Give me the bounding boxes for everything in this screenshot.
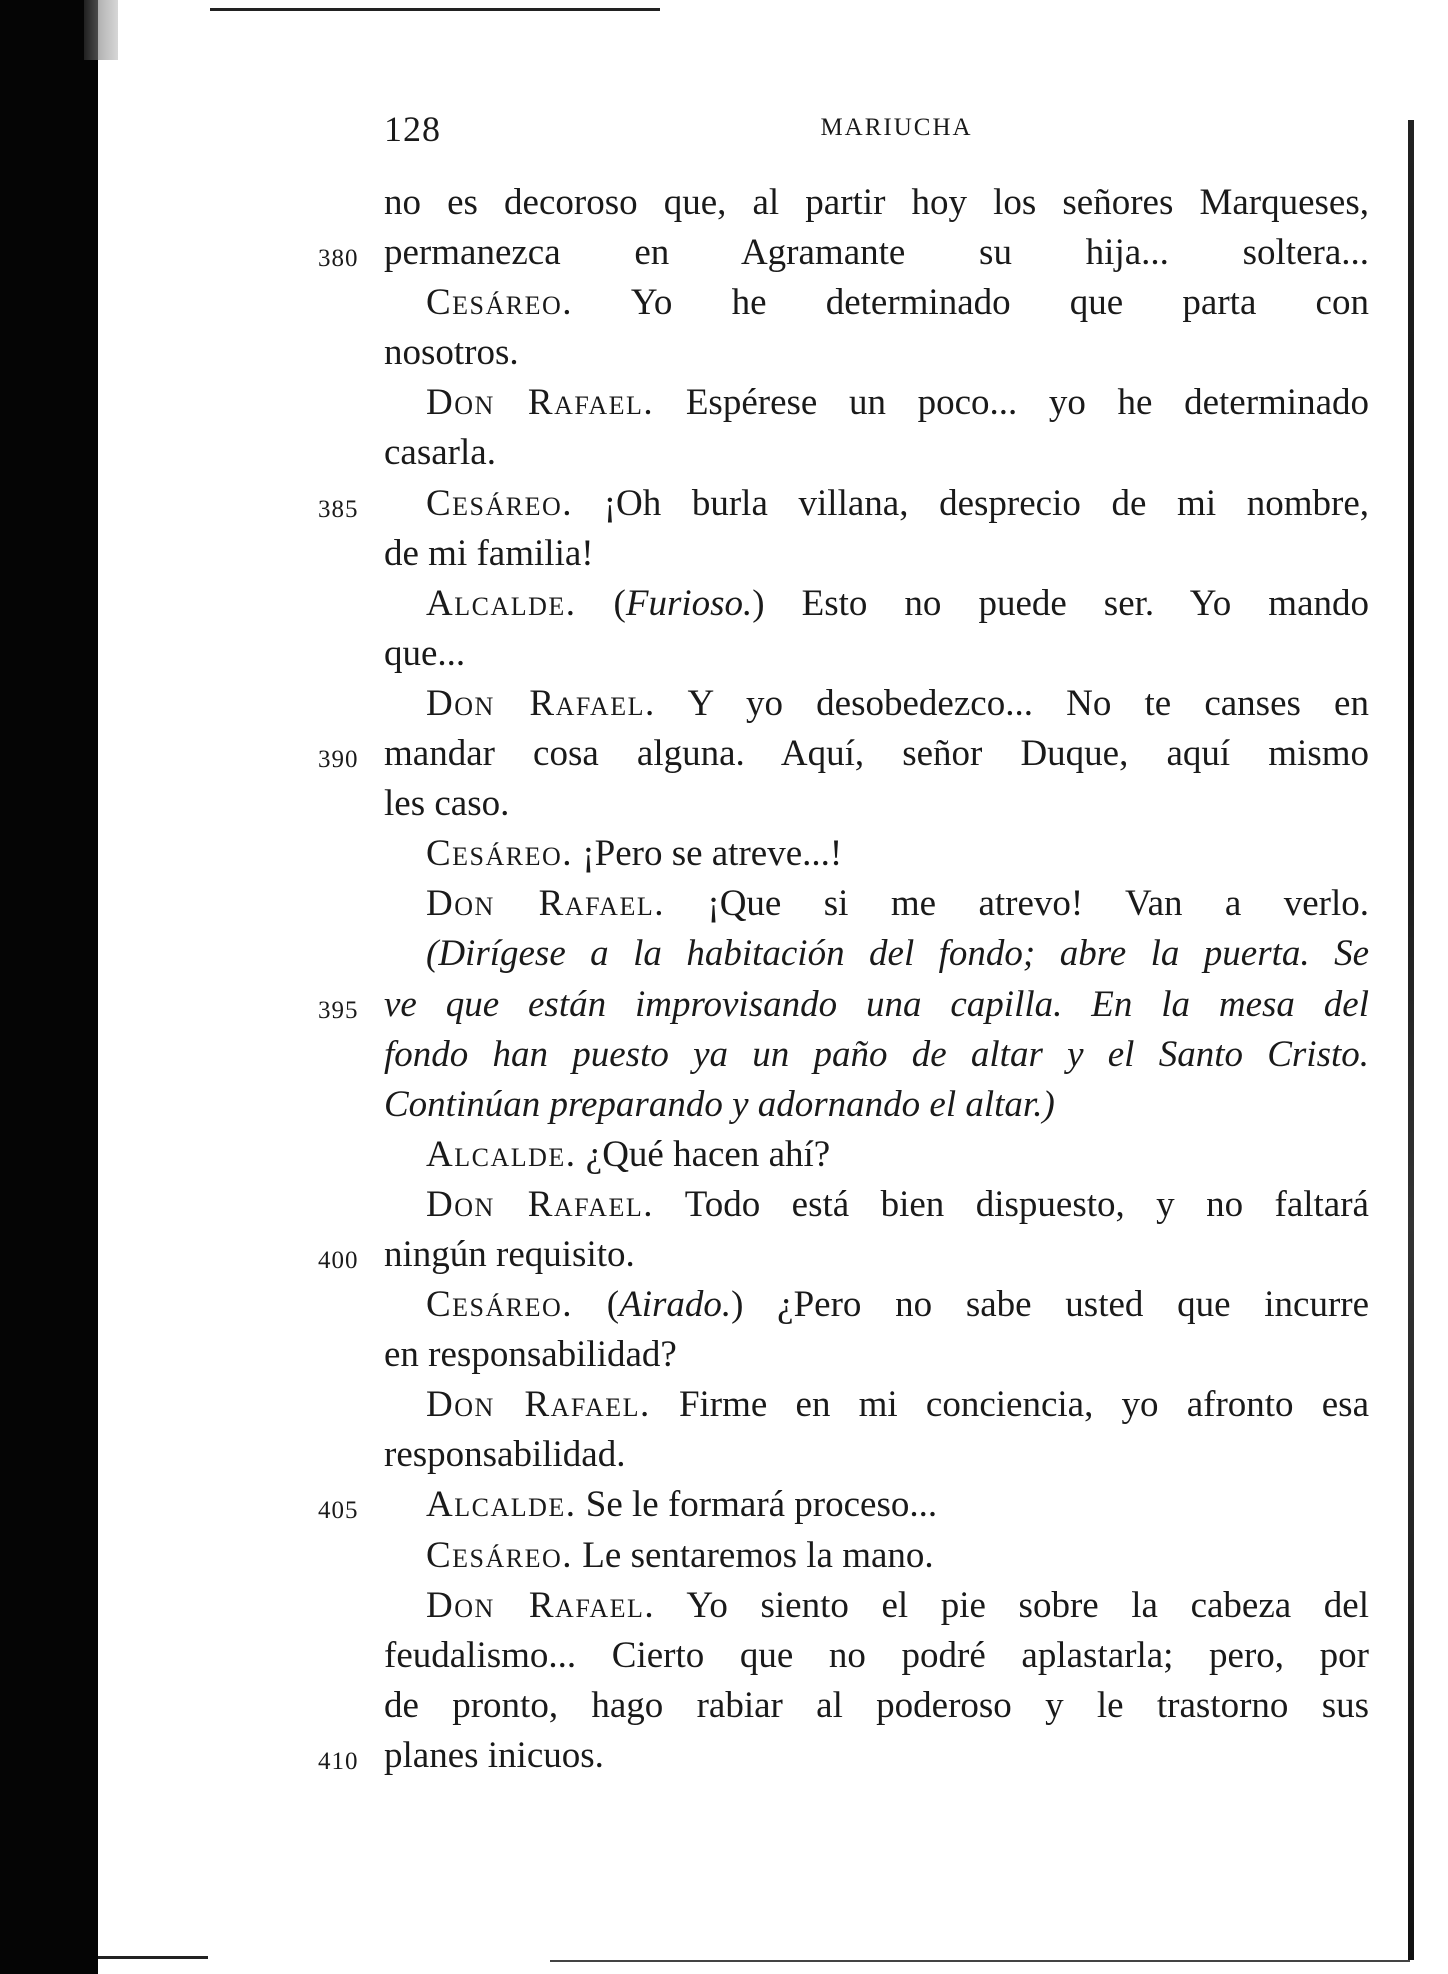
line-number: 385	[318, 495, 359, 523]
line-text: ningún requisito.	[384, 1233, 635, 1275]
text-line	[384, 779, 1369, 829]
page-text	[318, 178, 1370, 1781]
line-text: casarla.	[384, 432, 496, 474]
speaker-name: Alcalde.	[426, 1484, 577, 1526]
text-line	[384, 1030, 1369, 1080]
speaker-name: Don Rafael.	[426, 682, 656, 724]
line-number: 380	[318, 245, 359, 273]
text-line: Cesáreo. (Airado.) ¿Pero no sabe usted que incurre	[426, 1284, 1370, 1326]
stage-direction: Airado.	[619, 1284, 732, 1326]
line-text: ¿Pero no sabe usted que incurre	[777, 1284, 1370, 1326]
text-line	[384, 879, 1369, 929]
text-line	[384, 1080, 1369, 1130]
text-line	[384, 1180, 1369, 1230]
text-line	[384, 679, 1369, 729]
line-text: ¡Que si me atrevo! Van a verlo.	[707, 883, 1369, 925]
text-line	[384, 529, 1369, 579]
line-text: permanezca en Agramante su hija... soltera...	[384, 232, 1369, 274]
stage-direction: Furioso.	[625, 582, 753, 624]
line-text: ¡Pero se atreve...!	[582, 833, 843, 875]
page-number: 128	[384, 109, 441, 149]
text-line	[384, 278, 1369, 328]
text-line	[318, 1230, 1369, 1280]
line-text: de pronto, hago rabiar al poderoso y le trastorno sus	[384, 1684, 1369, 1726]
line-number: 410	[318, 1747, 359, 1775]
line-text: Yo he determinado que parta con	[630, 282, 1369, 324]
speaker-name: Cesáreo.	[426, 1534, 574, 1576]
speaker-name: Cesáreo.	[426, 1284, 574, 1326]
text-line	[384, 328, 1369, 378]
line-number: 395	[318, 996, 359, 1024]
text-line	[318, 228, 1369, 278]
stage-direction-text: ve que están improvisando una capilla. En la mesa del	[384, 983, 1369, 1025]
speaker-name: Don Rafael.	[426, 1584, 656, 1626]
running-title: MARIUCHA	[820, 114, 973, 141]
speaker-name: Cesáreo.	[426, 833, 574, 875]
speaker-name: Alcalde.	[426, 582, 577, 624]
text-line	[384, 178, 1369, 228]
speaker-name: Don Rafael.	[426, 1183, 654, 1225]
line-text: ¡Oh burla villana, desprecio de mi nombre,	[603, 482, 1369, 524]
line-text: en responsabilidad?	[384, 1334, 677, 1376]
scan-bottom-rule	[98, 1956, 208, 1959]
line-text: nosotros.	[384, 332, 519, 374]
line-text: ¿Qué hacen ahí?	[585, 1133, 831, 1175]
line-text: Todo está bien dispuesto, y no faltará	[684, 1183, 1369, 1225]
line-text: Se le formará proceso...	[585, 1484, 938, 1526]
text-line	[384, 829, 1369, 879]
text-line	[318, 1731, 1369, 1781]
text-line	[318, 1480, 1369, 1530]
line-text: de mi familia!	[384, 532, 594, 574]
running-head	[384, 108, 1369, 148]
text-line	[384, 1631, 1369, 1681]
speaker-name: Cesáreo.	[426, 282, 574, 324]
line-text: responsabilidad.	[384, 1434, 626, 1476]
text-line: Alcalde. (Furioso.) Esto no puede ser. Yo mando	[426, 582, 1370, 624]
text-line	[318, 729, 1369, 779]
line-text: planes inicuos.	[384, 1734, 604, 1776]
line-number: 405	[318, 1497, 359, 1525]
scan-right-edge	[1408, 120, 1414, 1960]
text-line	[384, 378, 1369, 428]
speaker-name: Don Rafael.	[426, 382, 655, 424]
speaker-name: Don Rafael.	[426, 1384, 651, 1426]
line-number: 400	[318, 1246, 359, 1274]
line-text: mandar cosa alguna. Aquí, señor Duque, aquí mismo	[384, 733, 1369, 775]
text-line	[384, 1130, 1369, 1180]
text-line	[384, 929, 1369, 979]
text-line	[384, 1681, 1369, 1731]
text-line	[318, 479, 1369, 529]
stage-direction-text: fondo han puesto ya un paño de altar y el Santo Cristo.	[384, 1033, 1369, 1075]
line-text: les caso.	[384, 783, 510, 825]
speaker-name: Alcalde.	[426, 1133, 577, 1175]
line-text: Y yo desobedezco... No te canses en	[687, 682, 1369, 724]
stage-direction-text: (Dirígese a la habitación del fondo; abre la puerta. Se	[426, 933, 1369, 975]
line-text: feudalismo... Cierto que no podré aplastarla; pero, por	[384, 1634, 1369, 1676]
line-number: 390	[318, 746, 359, 774]
line-text: Esto no puede ser. Yo mando	[801, 582, 1370, 624]
text-line	[384, 1330, 1369, 1380]
text-line	[384, 1581, 1369, 1631]
scan-bottom-rule-right	[550, 1960, 1410, 1962]
text-line	[384, 428, 1369, 478]
line-text: Espérese un poco... yo he determinado	[685, 382, 1369, 424]
line-text: Yo siento el pie sobre la cabeza del	[686, 1584, 1369, 1626]
line-text: Firme en mi conciencia, yo afronto esa	[678, 1384, 1369, 1426]
scan-top-rule	[210, 8, 660, 11]
speaker-name: Don Rafael.	[426, 883, 665, 925]
line-text: que...	[384, 632, 466, 674]
line-text: no es decoroso que, al partir hoy los señores Marqueses,	[384, 182, 1369, 223]
text-line	[384, 1531, 1369, 1581]
scan-left-edge	[0, 0, 98, 1974]
stage-direction-text: Continúan preparando y adornando el altar.)	[384, 1083, 1055, 1125]
text-line	[384, 629, 1369, 679]
text-line	[318, 980, 1369, 1030]
text-line	[384, 1380, 1369, 1430]
line-text: Le sentaremos la mano.	[582, 1534, 934, 1576]
text-line	[384, 1430, 1369, 1480]
speaker-name: Cesáreo.	[426, 482, 574, 524]
